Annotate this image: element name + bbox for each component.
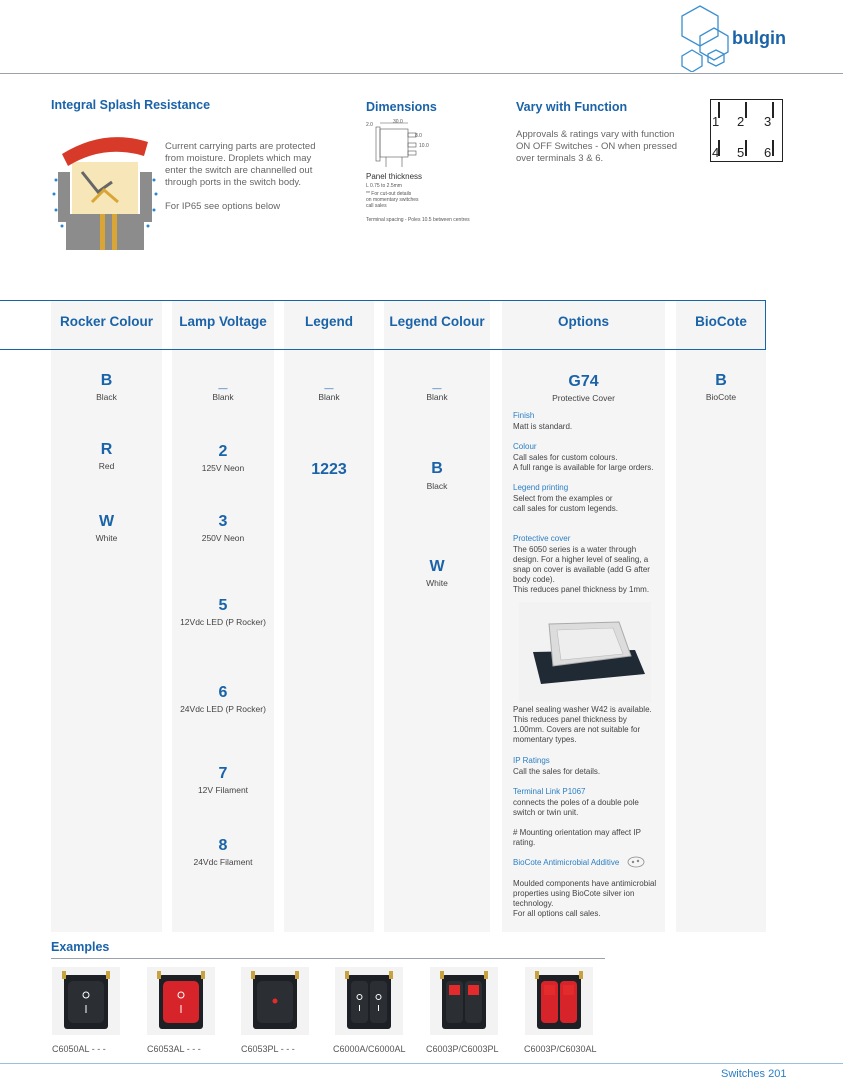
dim-width: 30.0 — [393, 119, 403, 125]
colour-heading: Colour — [513, 442, 537, 451]
vary-text-line: over terminals 3 & 6. — [516, 153, 604, 164]
cutout-note-line: on momentary switches — [366, 197, 419, 203]
legend-colour-label: Black — [426, 481, 448, 491]
legend-code: _ — [324, 374, 334, 391]
biocote-additive-line: Moulded components have antimicrobial — [513, 879, 657, 888]
legend-printing-text — [513, 494, 663, 514]
protective-cover-line: snap on cover is available (add G after — [513, 565, 650, 574]
example-switch-image — [147, 967, 215, 1035]
examples-title: Examples — [51, 940, 110, 954]
washer-line: momentary types. — [513, 735, 577, 744]
splash-title: Integral Splash Resistance — [51, 98, 211, 112]
option-label: Protective Cover — [552, 393, 615, 403]
dimensions-title: Dimensions — [366, 100, 437, 114]
lamp-code: 2 — [218, 443, 228, 460]
ip-ratings-text: Call the sales for details. — [513, 767, 601, 776]
colour-text-line: A full range is available for large orders. — [513, 463, 654, 472]
ip-ratings-heading: IP Ratings — [513, 756, 550, 765]
vary-text-line: ON OFF Switches - ON when pressed — [516, 141, 678, 152]
terminal-6: 6 — [764, 145, 772, 160]
example-part-number: C6050AL - - - — [52, 1044, 106, 1054]
legend-colour-code: _ — [432, 374, 442, 391]
vary-text — [516, 129, 706, 165]
terminal-link-line: switch or twin unit. — [513, 808, 579, 817]
footer-divider — [0, 1063, 843, 1064]
colour-text — [513, 453, 663, 473]
panel-thickness-range: L 0.75 to 2.5mm — [366, 183, 402, 189]
lamp-label: 12Vdc LED (P Rocker) — [180, 617, 266, 627]
terminal-pin — [745, 102, 747, 118]
example-switch-image — [335, 967, 403, 1035]
splash-text — [165, 141, 335, 189]
dim-height: 10.0 — [419, 143, 429, 149]
header-divider — [0, 73, 843, 74]
column-header-biocote: BioCote — [695, 314, 747, 329]
protective-cover-line: body code). — [513, 575, 555, 584]
legend-colour-code: B — [431, 460, 443, 477]
rocker-label: Red — [98, 461, 115, 471]
rocker-code: B — [100, 372, 113, 389]
lamp-label: 250V Neon — [201, 533, 245, 543]
lamp-code: 7 — [218, 765, 228, 782]
terminal-5: 5 — [737, 145, 745, 160]
terminal-diagram — [710, 99, 783, 162]
dim-flange: 2.0 — [366, 122, 373, 128]
terminal-1: 1 — [712, 114, 720, 129]
biocote-additive-text — [513, 879, 663, 919]
protective-cover-line: design. For a higher level of sealing, a — [513, 555, 649, 564]
lamp-label: 24Vdc LED (P Rocker) — [180, 704, 266, 714]
legend-code: 1223 — [311, 461, 347, 478]
lamp-code: 3 — [218, 513, 228, 530]
rocker-label: White — [95, 533, 118, 543]
protective-cover-image — [519, 602, 651, 702]
washer-line: This reduces panel thickness by — [513, 715, 627, 724]
rocker-label: Black — [96, 392, 117, 402]
terminal-3: 3 — [764, 114, 772, 129]
legend-colour-code: W — [429, 558, 445, 575]
terminal-2: 2 — [737, 114, 745, 129]
example-switch-image — [430, 967, 498, 1035]
rocker-code: R — [100, 441, 113, 458]
footer-page — [721, 1068, 786, 1080]
terminal-link-line: connects the poles of a double pole — [513, 798, 639, 807]
terminal-pin — [745, 140, 747, 156]
biocote-code: B — [715, 372, 727, 389]
protective-cover-line: The 6050 series is a water through — [513, 545, 637, 554]
colour-text-line: Call sales for custom colours. — [513, 453, 618, 462]
column-header-rocker-colour: Rocker Colour — [59, 314, 154, 329]
cutout-note-line: call sales — [366, 203, 387, 209]
example-switch-image — [525, 967, 593, 1035]
lamp-label: 125V Neon — [201, 463, 245, 473]
biocote-additive-line: For all options call sales. — [513, 909, 601, 918]
lamp-label: 24Vdc Filament — [193, 857, 253, 867]
dim-terminal: 8.0 — [415, 133, 422, 139]
legend-printing-heading: Legend printing — [513, 483, 569, 492]
terminal-spacing: Terminal spacing - Poles 10.5 between centres — [366, 217, 470, 223]
terminal-link-heading: Terminal Link P1067 — [513, 787, 586, 796]
biocote-additive-heading: BioCote Antimicrobial Additive — [513, 858, 620, 867]
vary-text-line: Approvals & ratings vary with function — [516, 129, 675, 140]
biocote-icon — [627, 856, 645, 868]
legend-label: Blank — [318, 392, 340, 402]
protective-cover-line: This reduces panel thickness by 1mm. — [513, 585, 650, 594]
rocker-code: W — [98, 513, 115, 530]
lamp-code: _ — [218, 374, 228, 391]
protective-cover-heading: Protective cover — [513, 534, 571, 543]
example-part-number: C6003P/C6030AL — [524, 1044, 597, 1054]
option-code: G74 — [568, 373, 599, 390]
terminal-link-text — [513, 798, 663, 818]
mounting-note — [513, 828, 663, 848]
lamp-code: 6 — [218, 684, 228, 701]
washer-line: Panel sealing washer W42 is available. — [513, 705, 652, 714]
legend-printing-line: call sales for custom legends. — [513, 504, 618, 513]
example-part-number: C6053PL - - - — [241, 1044, 295, 1054]
terminal-4: 4 — [712, 145, 720, 160]
splash-text-line: Current carrying parts are protected — [165, 141, 316, 152]
washer-text — [513, 705, 663, 745]
biocote-additive-line: properties using BioCote silver ion — [513, 889, 635, 898]
mounting-note-line: # Mounting orientation may affect IP — [513, 828, 641, 837]
column-header-lamp-voltage: Lamp Voltage — [179, 314, 267, 329]
biocote-additive-line: technology. — [513, 899, 554, 908]
cutout-note — [366, 191, 419, 209]
column-header-legend-colour: Legend Colour — [389, 314, 485, 329]
protective-cover-text — [513, 545, 663, 595]
legend-colour-label: Blank — [426, 392, 448, 402]
lamp-code: 8 — [218, 837, 228, 854]
splash-text-line: enter the switch are channelled out — [165, 165, 313, 176]
footer-section: Switches — [721, 1068, 766, 1080]
cutout-note-line: ** For cut-out details — [366, 191, 412, 197]
column-header-options: Options — [558, 314, 609, 329]
legend-colour-label: White — [426, 578, 448, 588]
splash-text-line: from moisture. Droplets which may — [165, 153, 312, 164]
example-part-number: C6053AL - - - — [147, 1044, 201, 1054]
column-header-legend: Legend — [304, 314, 353, 329]
example-switch-image — [52, 967, 120, 1035]
lamp-code: 5 — [218, 597, 228, 614]
mounting-note-line: rating. — [513, 838, 536, 847]
biocote-label: BioCote — [705, 392, 737, 402]
lamp-label: Blank — [212, 392, 234, 402]
examples-divider — [51, 958, 605, 959]
switch-cutaway-illustration — [52, 122, 158, 252]
splash-text-line: through ports in the switch body. — [165, 177, 302, 188]
footer-page-number: 201 — [768, 1068, 787, 1080]
example-part-number: C6003P/C6003PL — [426, 1044, 499, 1054]
example-part-number: C6000A/C6000AL — [333, 1044, 406, 1054]
panel-thickness-label: Panel thickness — [366, 172, 423, 181]
terminal-pin — [772, 102, 774, 118]
splash-note: For IP65 see options below — [165, 201, 281, 212]
washer-line: 1.00mm. Covers are not suitable for — [513, 725, 641, 734]
finish-text: Matt is standard. — [513, 422, 573, 431]
vary-title: Vary with Function — [516, 100, 628, 114]
example-switch-image — [241, 967, 309, 1035]
finish-heading: Finish — [513, 411, 535, 420]
lamp-label: 12V Filament — [197, 785, 249, 795]
brand-name: bulgin — [732, 28, 786, 48]
terminal-pin — [772, 140, 774, 156]
legend-printing-line: Select from the examples or — [513, 494, 613, 503]
